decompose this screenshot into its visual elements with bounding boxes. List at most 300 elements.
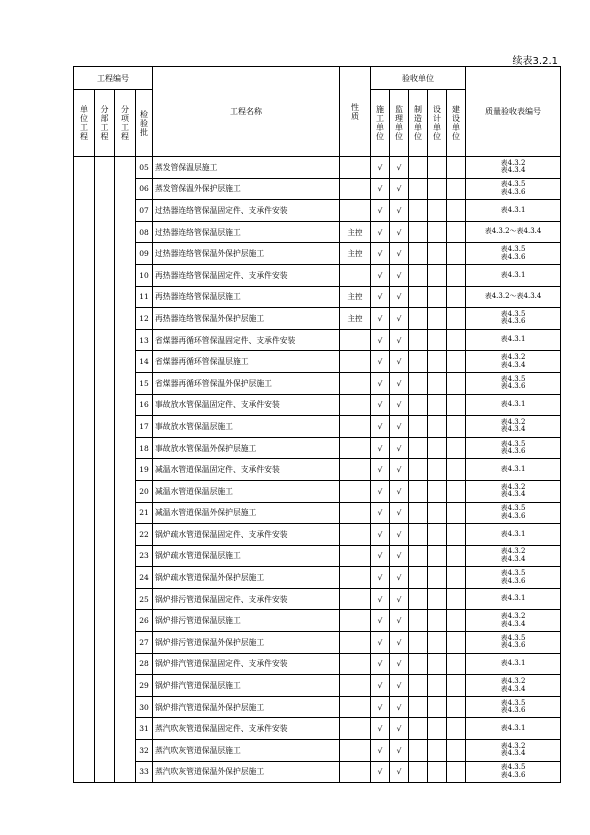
manufacturing-check <box>409 286 428 308</box>
nature-cell <box>340 157 371 179</box>
building-check <box>447 653 466 675</box>
building-unit-header: 建设单位 <box>447 90 466 157</box>
table-row <box>74 653 561 675</box>
design-check <box>428 221 447 243</box>
building-check <box>447 459 466 481</box>
batch-number: 31 <box>136 718 153 740</box>
project-name: 锅炉疏水管道保温固定件、支承件安装 <box>153 524 340 546</box>
project-name: 锅炉排汽管道保温层施工 <box>153 675 340 697</box>
batch-number: 17 <box>136 416 153 438</box>
batch-number: 22 <box>136 524 153 546</box>
project-code-header: 工程编号 <box>74 67 153 90</box>
project-name: 锅炉疏水管道保温外保护层施工 <box>153 567 340 589</box>
nature-cell <box>340 675 371 697</box>
table-row <box>74 286 561 308</box>
supervision-check: √ <box>390 286 409 308</box>
building-check <box>447 524 466 546</box>
quality-form-code: 表4.3.2 表4.3.4 <box>466 480 561 502</box>
nature-cell <box>340 610 371 632</box>
batch-number: 05 <box>136 157 153 179</box>
project-name: 减温水管道保温外保护层施工 <box>153 502 340 524</box>
manufacturing-check <box>409 243 428 265</box>
design-check <box>428 502 447 524</box>
supervision-check: √ <box>390 372 409 394</box>
nature-cell <box>340 394 371 416</box>
nature-cell <box>340 761 371 783</box>
design-check <box>428 588 447 610</box>
manufacturing-check <box>409 675 428 697</box>
table-row <box>74 394 561 416</box>
construction-check: √ <box>371 545 390 567</box>
quality-form-code: 表4.3.1 <box>466 459 561 481</box>
project-name: 事故放水管保温固定件、支承件安装 <box>153 394 340 416</box>
supervision-check: √ <box>390 696 409 718</box>
project-name: 再热器连络管保温层施工 <box>153 286 340 308</box>
construction-check: √ <box>371 178 390 200</box>
project-name: 省煤器再循环管保温固定件、支承件安装 <box>153 329 340 351</box>
table-row <box>74 416 561 438</box>
building-check <box>447 610 466 632</box>
batch-number: 20 <box>136 480 153 502</box>
project-name: 锅炉排污管道保温固定件、支承件安装 <box>153 588 340 610</box>
quality-form-code: 表4.3.2 表4.3.4 <box>466 157 561 179</box>
quality-form-code: 表4.3.5 表4.3.6 <box>466 178 561 200</box>
quality-form-code: 表4.3.1 <box>466 718 561 740</box>
construction-check: √ <box>371 243 390 265</box>
manufacturing-check <box>409 308 428 330</box>
construction-check: √ <box>371 308 390 330</box>
supervision-check: √ <box>390 308 409 330</box>
design-check <box>428 157 447 179</box>
building-check <box>447 157 466 179</box>
sub-project-header: 分部工程 <box>95 90 115 157</box>
design-check <box>428 329 447 351</box>
batch-number: 24 <box>136 567 153 589</box>
construction-check: √ <box>371 502 390 524</box>
construction-check: √ <box>371 632 390 654</box>
construction-check: √ <box>371 761 390 783</box>
construction-check: √ <box>371 351 390 373</box>
supervision-check: √ <box>390 459 409 481</box>
project-name: 减温水管道保温层施工 <box>153 480 340 502</box>
table-row <box>74 588 561 610</box>
table-row <box>74 502 561 524</box>
table-row <box>74 264 561 286</box>
quality-form-code: 表4.3.2 表4.3.4 <box>466 610 561 632</box>
nature-cell <box>340 264 371 286</box>
construction-check: √ <box>371 394 390 416</box>
manufacturing-check <box>409 178 428 200</box>
supervision-check: √ <box>390 653 409 675</box>
table-row <box>74 567 561 589</box>
quality-form-code: 表4.3.1 <box>466 588 561 610</box>
project-name: 锅炉排污管道保温层施工 <box>153 610 340 632</box>
table-row <box>74 545 561 567</box>
batch-number: 15 <box>136 372 153 394</box>
project-name: 蒸发管保温层施工 <box>153 157 340 179</box>
construction-check: √ <box>371 221 390 243</box>
construction-check: √ <box>371 567 390 589</box>
quality-form-code: 表4.3.1 <box>466 329 561 351</box>
table-row <box>74 675 561 697</box>
project-name: 蒸汽吹灰管道保温层施工 <box>153 740 340 762</box>
nature-cell <box>340 696 371 718</box>
manufacturing-unit-header: 制造单位 <box>409 90 428 157</box>
quality-form-code: 表4.3.1 <box>466 653 561 675</box>
design-check <box>428 718 447 740</box>
project-name: 事故放水管保温外保护层施工 <box>153 437 340 459</box>
quality-form-code: 表4.3.1 <box>466 264 561 286</box>
manufacturing-check <box>409 351 428 373</box>
table-row <box>74 437 561 459</box>
project-name: 过热器连络管保温固定件、支承件安装 <box>153 200 340 222</box>
nature-cell <box>340 178 371 200</box>
batch-number: 26 <box>136 610 153 632</box>
design-check <box>428 372 447 394</box>
table-row <box>74 308 561 330</box>
manufacturing-check <box>409 372 428 394</box>
nature-cell <box>340 200 371 222</box>
manufacturing-check <box>409 221 428 243</box>
construction-check: √ <box>371 459 390 481</box>
quality-form-code: 表4.3.5 表4.3.6 <box>466 372 561 394</box>
supervision-check: √ <box>390 610 409 632</box>
nature-cell <box>340 653 371 675</box>
table-row <box>74 696 561 718</box>
quality-form-code: 表4.3.5 表4.3.6 <box>466 632 561 654</box>
batch-number: 06 <box>136 178 153 200</box>
nature-cell <box>340 567 371 589</box>
project-name: 蒸汽吹灰管道保温固定件、支承件安装 <box>153 718 340 740</box>
construction-check: √ <box>371 329 390 351</box>
nature-cell: 主控 <box>340 221 371 243</box>
design-check <box>428 675 447 697</box>
nature-cell <box>340 329 371 351</box>
quality-form-code: 表4.3.1 <box>466 524 561 546</box>
table-row <box>74 178 561 200</box>
construction-check: √ <box>371 437 390 459</box>
design-check <box>428 459 447 481</box>
building-check <box>447 243 466 265</box>
batch-number: 21 <box>136 502 153 524</box>
building-check <box>447 437 466 459</box>
construction-check: √ <box>371 610 390 632</box>
design-check <box>428 178 447 200</box>
building-check <box>447 632 466 654</box>
quality-form-code: 表4.3.2 表4.3.4 <box>466 416 561 438</box>
design-check <box>428 610 447 632</box>
design-check <box>428 653 447 675</box>
quality-form-code: 表4.3.5 表4.3.6 <box>466 696 561 718</box>
batch-number: 09 <box>136 243 153 265</box>
project-name: 事故放水管保温层施工 <box>153 416 340 438</box>
construction-check: √ <box>371 372 390 394</box>
quality-form-code: 表4.3.1 <box>466 394 561 416</box>
quality-form-code: 表4.3.2～表4.3.4 <box>466 221 561 243</box>
nature-cell <box>340 588 371 610</box>
acceptance-unit-header: 验收单位 <box>371 67 466 90</box>
design-check <box>428 243 447 265</box>
supervision-check: √ <box>390 740 409 762</box>
supervision-check: √ <box>390 761 409 783</box>
supervision-check: √ <box>390 632 409 654</box>
design-check <box>428 308 447 330</box>
supervision-check: √ <box>390 264 409 286</box>
supervision-check: √ <box>390 329 409 351</box>
design-check <box>428 632 447 654</box>
nature-cell <box>340 740 371 762</box>
construction-check: √ <box>371 653 390 675</box>
table-row <box>74 632 561 654</box>
supervision-check: √ <box>390 502 409 524</box>
supervision-check: √ <box>390 437 409 459</box>
building-check <box>447 221 466 243</box>
batch-number: 16 <box>136 394 153 416</box>
building-check <box>447 351 466 373</box>
quality-form-code: 表4.3.5 表4.3.6 <box>466 437 561 459</box>
project-name: 再热器连络管保温固定件、支承件安装 <box>153 264 340 286</box>
manufacturing-check <box>409 653 428 675</box>
project-name: 省煤器再循环管保温层施工 <box>153 351 340 373</box>
quality-form-code: 表4.3.2 表4.3.4 <box>466 545 561 567</box>
nature-cell <box>340 372 371 394</box>
table-row <box>74 200 561 222</box>
manufacturing-check <box>409 632 428 654</box>
building-check <box>447 696 466 718</box>
nature-cell <box>340 545 371 567</box>
nature-cell <box>340 524 371 546</box>
nature-cell <box>340 416 371 438</box>
quality-form-code: 表4.3.2～表4.3.4 <box>466 286 561 308</box>
batch-number: 11 <box>136 286 153 308</box>
project-name: 过热器连络管保温外保护层施工 <box>153 243 340 265</box>
construction-check: √ <box>371 416 390 438</box>
project-name: 锅炉排汽管道保温外保护层施工 <box>153 696 340 718</box>
quality-form-code: 表4.3.2 表4.3.4 <box>466 675 561 697</box>
design-check <box>428 264 447 286</box>
batch-number: 32 <box>136 740 153 762</box>
nature-cell <box>340 459 371 481</box>
nature-cell: 主控 <box>340 286 371 308</box>
construction-check: √ <box>371 718 390 740</box>
building-check <box>447 200 466 222</box>
project-name: 减温水管道保温固定件、支承件安装 <box>153 459 340 481</box>
project-name: 锅炉疏水管道保温层施工 <box>153 545 340 567</box>
supervision-check: √ <box>390 243 409 265</box>
manufacturing-check <box>409 567 428 589</box>
supervision-check: √ <box>390 200 409 222</box>
construction-unit-header: 施工单位 <box>371 90 390 157</box>
supervision-check: √ <box>390 718 409 740</box>
supervision-check: √ <box>390 394 409 416</box>
construction-check: √ <box>371 264 390 286</box>
supervision-check: √ <box>390 588 409 610</box>
nature-cell <box>340 632 371 654</box>
manufacturing-check <box>409 761 428 783</box>
table-row <box>74 372 561 394</box>
design-check <box>428 437 447 459</box>
project-name: 锅炉排污管道保温外保护层施工 <box>153 632 340 654</box>
design-check <box>428 696 447 718</box>
supervision-check: √ <box>390 567 409 589</box>
manufacturing-check <box>409 610 428 632</box>
batch-number: 27 <box>136 632 153 654</box>
nature-cell <box>340 351 371 373</box>
manufacturing-check <box>409 545 428 567</box>
building-check <box>447 740 466 762</box>
acceptance-table <box>73 66 561 783</box>
design-check <box>428 286 447 308</box>
building-check <box>447 588 466 610</box>
supervision-check: √ <box>390 416 409 438</box>
building-check <box>447 567 466 589</box>
design-check <box>428 524 447 546</box>
supervision-unit-header: 监理单位 <box>390 90 409 157</box>
batch-number: 28 <box>136 653 153 675</box>
building-check <box>447 761 466 783</box>
design-check <box>428 761 447 783</box>
batch-number: 14 <box>136 351 153 373</box>
building-check <box>447 372 466 394</box>
building-check <box>447 416 466 438</box>
table-row <box>74 761 561 783</box>
manufacturing-check <box>409 588 428 610</box>
manufacturing-check <box>409 200 428 222</box>
project-name: 蒸发管保温外保护层施工 <box>153 178 340 200</box>
sub-project-cell <box>95 157 115 783</box>
manufacturing-check <box>409 459 428 481</box>
nature-header: 性质 <box>340 67 371 157</box>
manufacturing-check <box>409 416 428 438</box>
batch-number: 18 <box>136 437 153 459</box>
batch-number: 19 <box>136 459 153 481</box>
batch-number: 23 <box>136 545 153 567</box>
manufacturing-check <box>409 437 428 459</box>
batch-number: 29 <box>136 675 153 697</box>
table-row <box>74 480 561 502</box>
table-caption: 续表3.2.1 <box>512 56 558 67</box>
building-check <box>447 480 466 502</box>
item-project-header: 分项工程 <box>115 90 136 157</box>
quality-form-code-header: 质量验收表编号 <box>466 67 561 157</box>
design-unit-header: 设计单位 <box>428 90 447 157</box>
design-check <box>428 394 447 416</box>
construction-check: √ <box>371 157 390 179</box>
project-name: 省煤器再循环管保温外保护层施工 <box>153 372 340 394</box>
quality-form-code: 表4.3.1 <box>466 200 561 222</box>
project-name-header: 工程名称 <box>153 67 340 157</box>
supervision-check: √ <box>390 524 409 546</box>
quality-form-code: 表4.3.2 表4.3.4 <box>466 351 561 373</box>
table-row <box>74 524 561 546</box>
nature-cell <box>340 480 371 502</box>
project-name: 蒸汽吹灰管道保温外保护层施工 <box>153 761 340 783</box>
construction-check: √ <box>371 524 390 546</box>
building-check <box>447 286 466 308</box>
manufacturing-check <box>409 718 428 740</box>
project-name: 锅炉排汽管道保温固定件、支承件安装 <box>153 653 340 675</box>
design-check <box>428 740 447 762</box>
batch-number: 07 <box>136 200 153 222</box>
table-row <box>74 329 561 351</box>
supervision-check: √ <box>390 221 409 243</box>
design-check <box>428 351 447 373</box>
unit-project-cell <box>74 157 95 783</box>
design-check <box>428 480 447 502</box>
manufacturing-check <box>409 740 428 762</box>
building-check <box>447 718 466 740</box>
table-row <box>74 610 561 632</box>
table-row <box>74 221 561 243</box>
nature-cell <box>340 718 371 740</box>
manufacturing-check <box>409 696 428 718</box>
construction-check: √ <box>371 740 390 762</box>
construction-check: √ <box>371 480 390 502</box>
design-check <box>428 567 447 589</box>
building-check <box>447 329 466 351</box>
manufacturing-check <box>409 524 428 546</box>
construction-check: √ <box>371 200 390 222</box>
batch-number: 10 <box>136 264 153 286</box>
table-row <box>74 740 561 762</box>
manufacturing-check <box>409 502 428 524</box>
building-check <box>447 502 466 524</box>
manufacturing-check <box>409 480 428 502</box>
quality-form-code: 表4.3.5 表4.3.6 <box>466 761 561 783</box>
supervision-check: √ <box>390 545 409 567</box>
manufacturing-check <box>409 394 428 416</box>
quality-form-code: 表4.3.5 表4.3.6 <box>466 502 561 524</box>
building-check <box>447 308 466 330</box>
inspection-batch-header: 检验批 <box>136 90 153 157</box>
design-check <box>428 545 447 567</box>
quality-form-code: 表4.3.5 表4.3.6 <box>466 308 561 330</box>
supervision-check: √ <box>390 351 409 373</box>
nature-cell: 主控 <box>340 243 371 265</box>
nature-cell: 主控 <box>340 308 371 330</box>
table-row <box>74 243 561 265</box>
batch-number: 08 <box>136 221 153 243</box>
construction-check: √ <box>371 588 390 610</box>
batch-number: 13 <box>136 329 153 351</box>
construction-check: √ <box>371 286 390 308</box>
batch-number: 25 <box>136 588 153 610</box>
manufacturing-check <box>409 264 428 286</box>
design-check <box>428 416 447 438</box>
table-row <box>74 157 561 179</box>
table-row <box>74 351 561 373</box>
table-row <box>74 459 561 481</box>
building-check <box>447 264 466 286</box>
manufacturing-check <box>409 329 428 351</box>
supervision-check: √ <box>390 675 409 697</box>
manufacturing-check <box>409 157 428 179</box>
table-row <box>74 718 561 740</box>
batch-number: 33 <box>136 761 153 783</box>
building-check <box>447 545 466 567</box>
supervision-check: √ <box>390 480 409 502</box>
unit-project-header: 单位工程 <box>74 90 95 157</box>
building-check <box>447 675 466 697</box>
nature-cell <box>340 502 371 524</box>
construction-check: √ <box>371 696 390 718</box>
construction-check: √ <box>371 675 390 697</box>
building-check <box>447 394 466 416</box>
batch-number: 30 <box>136 696 153 718</box>
supervision-check: √ <box>390 178 409 200</box>
supervision-check: √ <box>390 157 409 179</box>
project-name: 过热器连络管保温层施工 <box>153 221 340 243</box>
